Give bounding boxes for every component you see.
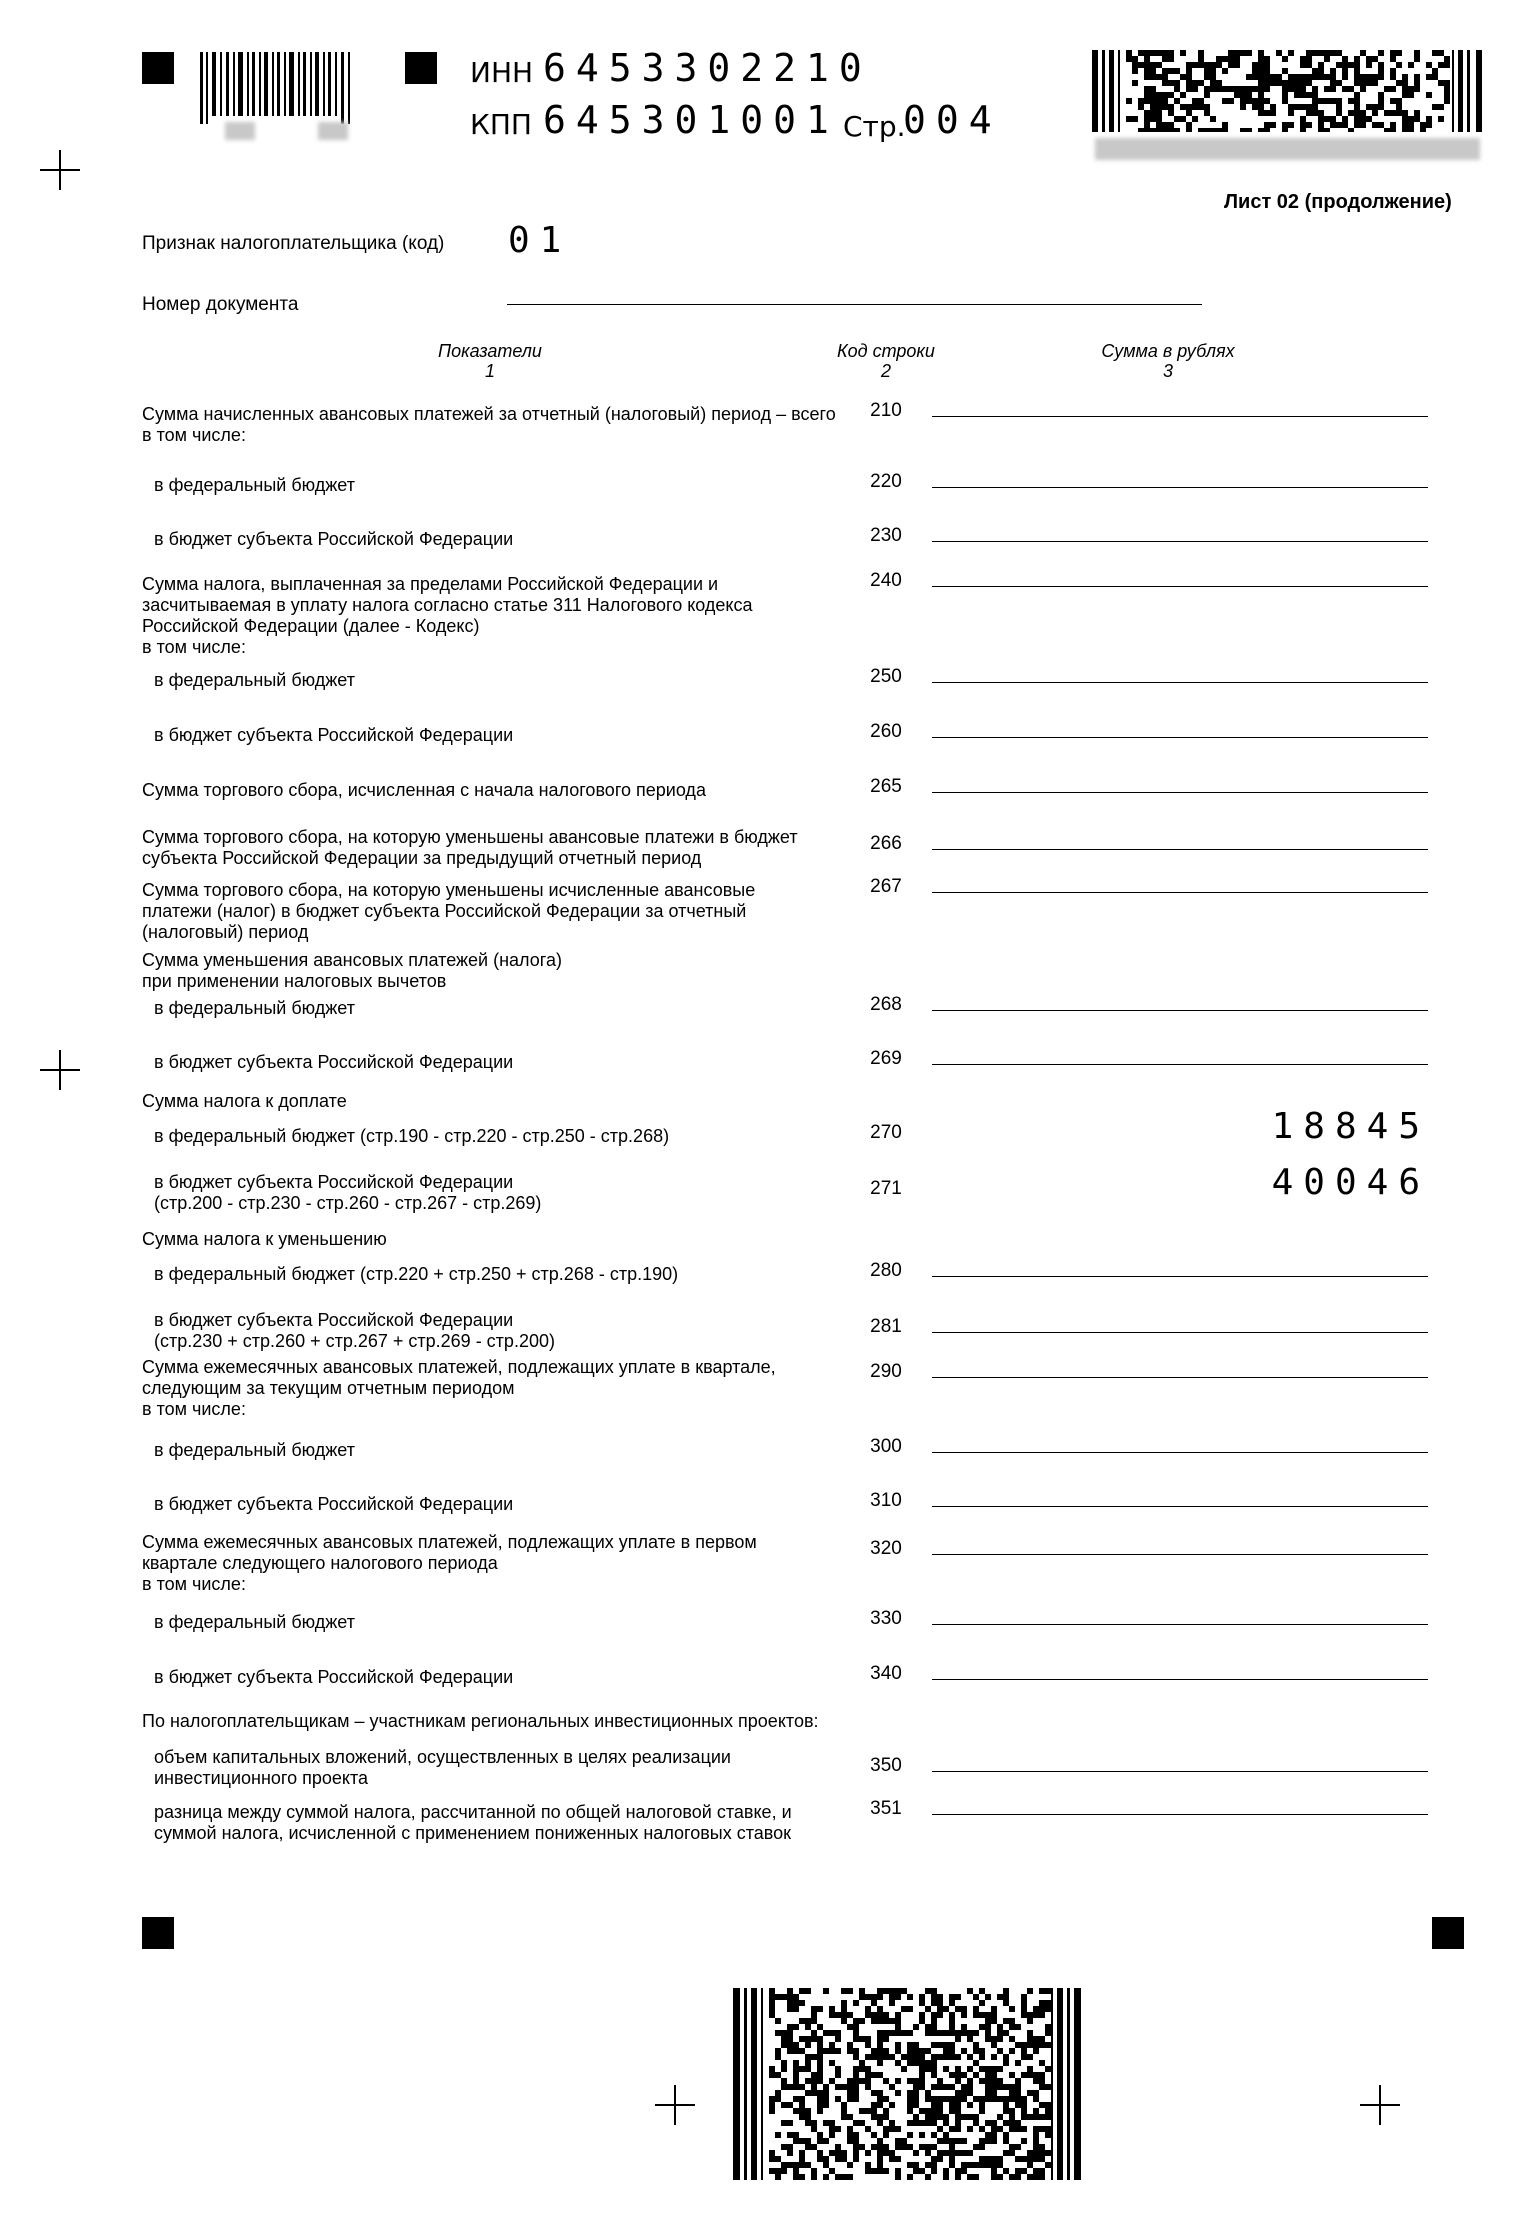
amount-field[interactable]	[932, 1276, 1428, 1277]
row-label: Сумма ежемесячных авансовых платежей, подлежащих уплате в первом квартале следующего налогового периода в том числе:	[142, 1532, 757, 1594]
amount-field[interactable]	[932, 737, 1428, 738]
sheet-title: Лист 02 (продолжение)	[1224, 191, 1452, 213]
registration-mark-bottom-right	[1432, 1917, 1464, 1949]
line-code: 210	[870, 400, 902, 421]
page-label: Стр.	[843, 110, 906, 143]
line-code: 260	[870, 721, 902, 742]
line-code: 310	[870, 1490, 902, 1511]
kpp-label: КПП	[470, 108, 532, 141]
registration-mark-bottom-left	[142, 1917, 174, 1949]
row-label: Сумма торгового сбора, на которую уменьшены исчисленные авансовые платежи (налог) в бюджет субъекта Российской Федерации за отчетный (налоговый) период	[142, 880, 756, 942]
barcode-icon	[200, 52, 360, 124]
doc-number-label: Номер документа	[142, 294, 299, 315]
line-code: 230	[870, 525, 902, 546]
row-label: в бюджет субъекта Российской Федерации	[154, 529, 514, 549]
row-label: в бюджет субъекта Российской Федерации (стр.200 - стр.230 - стр.260 - стр.267 - стр.269)	[154, 1172, 542, 1213]
row-label: Сумма уменьшения авансовых платежей (налога) при применении налоговых вычетов	[142, 950, 562, 991]
inn-value: 6453302210	[543, 46, 872, 90]
row-label: Сумма налога, выплаченная за пределами Российской Федерации и засчитываемая в уплату налога согласно статье 311 Налогового кодекса Российской Федерации (далее - Кодекс) в том числе:	[142, 574, 753, 657]
column-header-line-code: Код строки 2	[837, 341, 935, 381]
amount-field[interactable]	[932, 1332, 1428, 1333]
amount-value[interactable]: 40046	[1271, 1162, 1430, 1203]
line-code: 266	[870, 833, 902, 854]
row-label: в федеральный бюджет	[154, 475, 355, 495]
amount-field[interactable]	[932, 1506, 1428, 1507]
amount-field[interactable]	[932, 892, 1428, 893]
taxpayer-sign-value: 01	[508, 220, 572, 261]
row-label: в федеральный бюджет	[154, 998, 355, 1018]
line-code: 271	[870, 1178, 902, 1199]
barcode-caption-redacted	[1095, 138, 1480, 160]
amount-field[interactable]	[932, 416, 1428, 417]
row-label: в федеральный бюджет	[154, 1612, 355, 1632]
row-label: Сумма торгового сбора, на которую уменьшены авансовые платежи в бюджет субъекта Российской Федерации за предыдущий отчетный период	[142, 827, 798, 868]
row-label: в бюджет субъекта Российской Федерации	[154, 725, 514, 745]
line-code: 268	[870, 994, 902, 1015]
row-label: Сумма налога к уменьшению	[142, 1229, 387, 1249]
doc-number-field[interactable]	[507, 304, 1202, 305]
line-code: 320	[870, 1538, 902, 1559]
line-code: 340	[870, 1663, 902, 1684]
row-label: разница между суммой налога, рассчитанной по общей налоговой ставке, и суммой налога, исчисленной с применением пониженных налоговых ставок	[154, 1802, 792, 1843]
line-code: 350	[870, 1755, 902, 1776]
amount-field[interactable]	[932, 1624, 1428, 1625]
line-code: 280	[870, 1260, 902, 1281]
amount-field[interactable]	[932, 1064, 1428, 1065]
qr-barcode-icon	[733, 1988, 1085, 2180]
row-label: в бюджет субъекта Российской Федерации	[154, 1667, 514, 1687]
amount-field[interactable]	[932, 487, 1428, 488]
column-header-amount: Сумма в рублях 3	[1101, 341, 1235, 381]
amount-field[interactable]	[932, 792, 1428, 793]
line-code: 351	[870, 1798, 902, 1819]
amount-field[interactable]	[932, 1010, 1428, 1011]
page-number: 004	[903, 98, 1002, 142]
inn-label: ИНН	[470, 56, 534, 89]
crosshair-icon	[40, 150, 80, 190]
line-code: 300	[870, 1436, 902, 1457]
line-code: 290	[870, 1361, 902, 1382]
row-label: Сумма начисленных авансовых платежей за отчетный (налоговый) период – всего в том числе:	[142, 404, 836, 445]
line-code: 240	[870, 570, 902, 591]
amount-field[interactable]	[932, 1377, 1428, 1378]
amount-field[interactable]	[932, 586, 1428, 587]
line-code: 281	[870, 1316, 902, 1337]
crosshair-icon	[1360, 2085, 1400, 2125]
line-code: 267	[870, 876, 902, 897]
line-code: 250	[870, 666, 902, 687]
kpp-value: 645301001	[543, 98, 839, 142]
row-label: По налогоплательщикам – участникам региональных инвестиционных проектов:	[142, 1711, 819, 1731]
barcode-caption-redacted	[225, 122, 255, 140]
crosshair-icon	[40, 1050, 80, 1090]
taxpayer-sign-label: Признак налогоплательщика (код)	[142, 233, 445, 254]
line-code: 330	[870, 1608, 902, 1629]
row-label: в федеральный бюджет (стр.190 - стр.220 - стр.250 - стр.268)	[154, 1126, 670, 1146]
row-label: в бюджет субъекта Российской Федерации (стр.230 + стр.260 + стр.267 + стр.269 - стр.200)	[154, 1310, 555, 1351]
row-label: Сумма налога к доплате	[142, 1091, 347, 1111]
registration-mark-top-mid	[405, 52, 437, 84]
amount-field[interactable]	[932, 1554, 1428, 1555]
barcode-caption-redacted	[318, 122, 348, 140]
row-label: Сумма торгового сбора, исчисленная с начала налогового периода	[142, 780, 706, 800]
crosshair-icon	[655, 2085, 695, 2125]
amount-field[interactable]	[932, 541, 1428, 542]
amount-field[interactable]	[932, 1452, 1428, 1453]
column-header-indicators: Показатели 1	[438, 341, 542, 381]
amount-field[interactable]	[932, 682, 1428, 683]
line-code: 220	[870, 471, 902, 492]
row-label: объем капитальных вложений, осуществленных в целях реализации инвестиционного проекта	[154, 1747, 731, 1788]
row-label: в федеральный бюджет (стр.220 + стр.250 + стр.268 - стр.190)	[154, 1264, 679, 1284]
line-code: 265	[870, 776, 902, 797]
row-label: Сумма ежемесячных авансовых платежей, подлежащих уплате в квартале, следующим за текущим отчетным периодом в том числе:	[142, 1357, 776, 1419]
amount-value[interactable]: 18845	[1271, 1106, 1430, 1147]
qr-barcode-icon	[1092, 50, 1486, 132]
row-label: в федеральный бюджет	[154, 1440, 355, 1460]
line-code: 270	[870, 1122, 902, 1143]
amount-field[interactable]	[932, 1814, 1428, 1815]
amount-field[interactable]	[932, 1679, 1428, 1680]
amount-field[interactable]	[932, 1771, 1428, 1772]
row-label: в федеральный бюджет	[154, 670, 355, 690]
line-code: 269	[870, 1048, 902, 1069]
row-label: в бюджет субъекта Российской Федерации	[154, 1494, 514, 1514]
registration-mark-top-left	[142, 52, 174, 84]
amount-field[interactable]	[932, 849, 1428, 850]
row-label: в бюджет субъекта Российской Федерации	[154, 1052, 514, 1072]
